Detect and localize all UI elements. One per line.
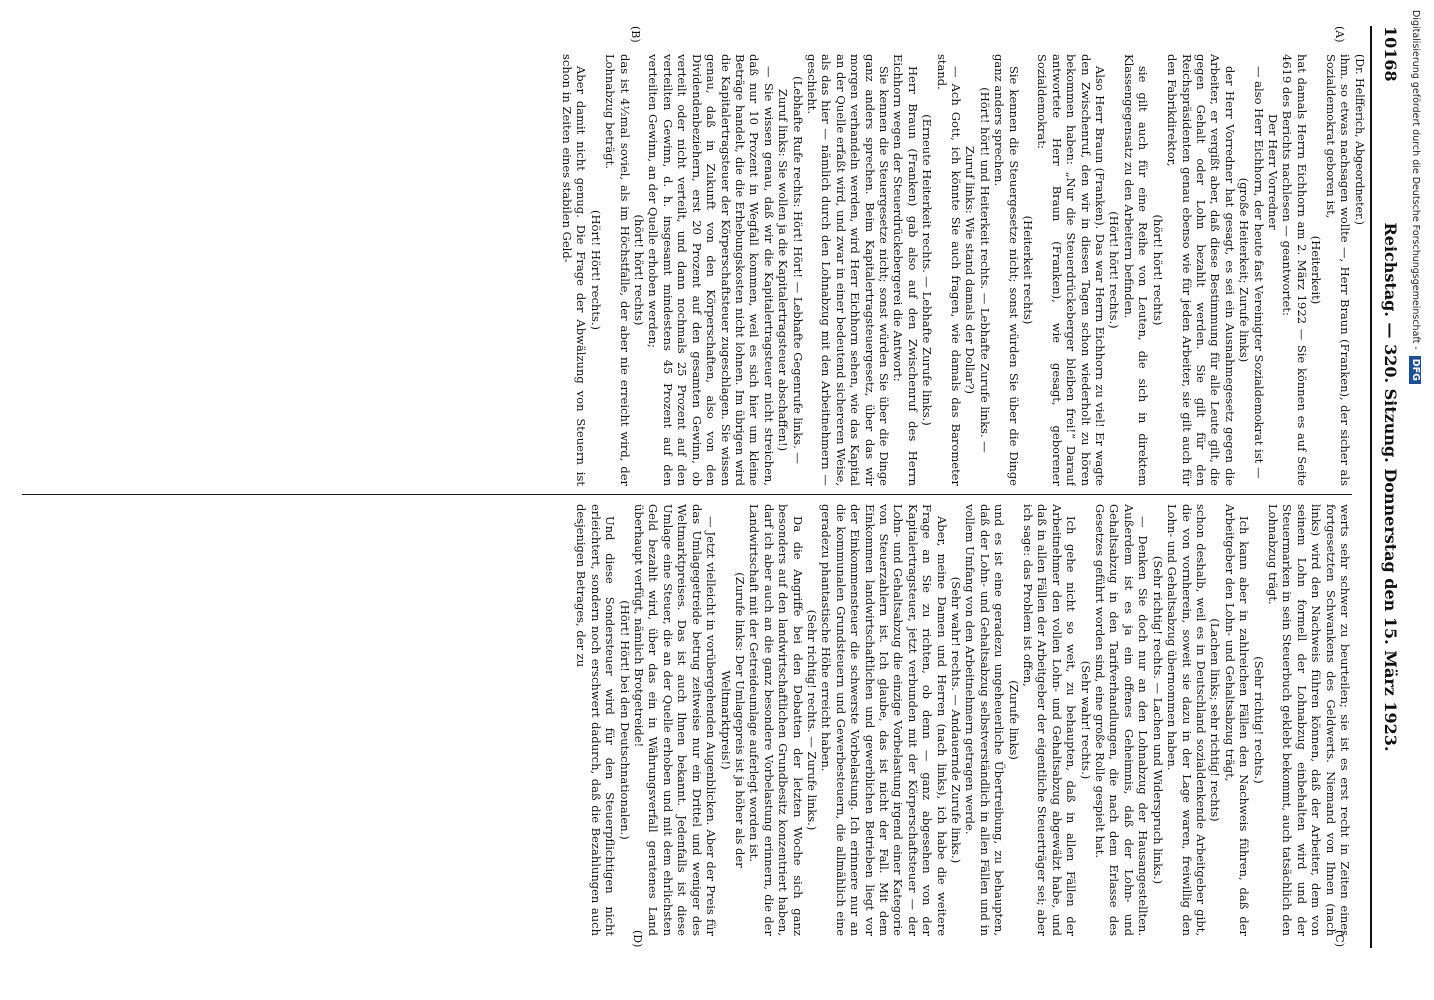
paragraph: hat damals Herrn Eichhorn am 2. März 1922 — Sie können es auf Seite 4619 des Berichts nachlesen — geantwortet: xyxy=(1280,54,1309,486)
interjection: (Lebhafte Rufe rechts: Hört! Hört! — Lebhafte Gegenrufe links. — Zuruf links: Sie wollen ja die Kapitalertragsteuer abschaffen!) xyxy=(776,76,805,464)
paragraph: Aber damit nicht genug. Die Frage der Abwälzung von Steuern ist schon in Zeiten eines stabilen Geld- xyxy=(560,54,589,486)
interjection: (Hört! Hört! rechts.) xyxy=(588,210,603,330)
paragraph: Aber, meine Damen und Herren (nach links), ich habe die weitere Frage an Sie zu richten, ob denn — ganz abgesehen von der Kapitalertragsteuer, jetzt verbunden mit der Körperschaftsteuer — der Lohn- und Gehaltsabzug die einzige Vorbelastung irgend einer Kategorie von Steuerzahlern ist. Ich glaube, das ist nicht der Fall. Mit dem Einkommen landwirtschaftlichen und gewerblichen Betrieben liegt vor der Einkommensteuer die schwerste Vorbelastung. Ich erinnere nur an die kommunalen Grundsteuern und Gewerbesteuern, die allmählich eine geradezu phantastische Höhe erreicht haben. xyxy=(819,504,949,936)
page-title: Reichstag. — 320. Sitzung. Donnerstag den 15. März 1923. xyxy=(1381,222,1400,752)
left-column xyxy=(22,54,1352,486)
quote-paragraph: Sie kennen die Steuergesetze nicht; sonst würden Sie über die Dinge ganz anders sprechen. Beim Kapitalertragsteuergesetz, über das wir morgen verhandeln werden, wird Herr Eichhorn sehen, wie das Kapital an der Quelle erfaßt wird, und zwar in einer bedeutend sichereren Weise, als das hier — nämlich durch den Lohnabzug mit den Arbeitnehmern — geschieht. xyxy=(804,54,891,486)
paragraph: Da die Angriffe bei den Debatten der letzten Woche sich ganz besonders auf den landwirtschaftlichen Grundbesitz konzentriert haben, darf ich aber auch an die ganz besondere Vorbelastung erinnern, die der Landwirtschaft mit der Getreideumlage auferlegt worden ist. xyxy=(747,504,805,936)
paragraph: Also Herr Braun (Franken). Das war Herrn Eichhorn zu viel! Er wagte den Zwischenruf, den wir in diesen Tagen schon wiederholt zu hören bekommen haben: „Nur die Steuerdrückeberger bleiben frei!“ Darauf antwortete Herr Braun (Franken), wie gesagt, geborener Sozialdemokrat: xyxy=(1035,54,1108,486)
paragraph: ihm. so etwas nachsagen wollte —, Herr Braun (Franken), der sicher als Sozialdemokrat geboren ist, xyxy=(1323,54,1352,486)
paragraph: — Ach Gott, ich könnte Sie auch fragen, wie damals das Barometer stand. xyxy=(934,54,964,486)
interjection: (hört! hört! rechts) xyxy=(1150,214,1165,326)
paragraph: Herr Braun (Franken) gab also auf den Zwischenruf des Herrn Eichhorn wegen der Steuerdrückebergerei die Antwort: xyxy=(891,54,920,486)
page-header xyxy=(1370,26,1406,948)
right-column xyxy=(22,504,1352,936)
paragraph: — Denken Sie doch nur an den Lohnabzug der Hausangestellten. Außerdem ist es ja ein offenes Geheimnis, daß der Lohn- und Gehaltsabzug in den Tarifverhandlungen, die nach dem Erlasse des Gesetzes geführt worden sind, eine große Rolle gespielt hat. xyxy=(1093,504,1151,936)
margin-marker-c: (C) xyxy=(1333,930,1346,947)
quote-paragraph: Sie kennen die Steuergesetze nicht; sonst würden Sie über die Dinge ganz anders sprechen. xyxy=(992,54,1021,486)
interjection: (Hört! hört! und Heiterkeit rechts. — Lebhafte Zurufe links. — Zuruf links: Wie stand damals der Dollar?) xyxy=(963,87,992,453)
margin-marker-a: (A) xyxy=(1333,26,1346,43)
interjection: (Hört! hört! rechts.) xyxy=(1107,211,1122,329)
digitization-credit xyxy=(1409,10,1421,990)
text-columns xyxy=(12,26,1352,948)
paragraph: Und diese Sondersteuer wird für den Steuerpflichtigen nicht erleichtert, sondern noch erschwert dadurch, daß die Bezahlungen auch desjenigen Betrages, der zu xyxy=(574,504,618,936)
quote-line: Der Herr Vorredner xyxy=(1265,114,1280,230)
column-divider xyxy=(22,494,1352,495)
paragraph: — Sie wissen genau, daß wir die Kapitalertragsteuer nicht streichen, daß nur 10 Prozent in Wegfall kommen, weil es sich hier um kleine Beträge handelt, die die Erhebungskosten nicht lohnen. Im übrigen wird die Kapitalertragsteuer der Körperschaftsteuer zugeschlagen. Sie wissen genau, daß in Zukunft von den Körperschaften, also von den Dividendenbeziehern, erst 20 Prozent auf den gesamten Gewinn, ob verteilt oder nicht verteilt, und dann nochmals 25 Prozent auf den verteilten Gewinn, d. h. insgesamt mindestens 45 Prozent auf den verteilten Gewinn, an der Quelle erhoben werden; xyxy=(646,54,776,486)
paragraph: Ich kann aber in zahlreichen Fällen den Nachweis führen, daß der Arbeitgeber den Lohn- und Gehaltsabzug trägt, xyxy=(1222,504,1252,936)
page-number: 10168 xyxy=(1381,26,1400,82)
margin-marker-d: (D) xyxy=(631,930,644,948)
interjection: (Heiterkeit) xyxy=(1309,235,1324,305)
interjection: (Lachen links; sehr richtig! rechts) xyxy=(1208,618,1223,822)
interjection: (Erneute Heiterkeit rechts. — Lebhafte Zurufe links.) xyxy=(920,114,935,426)
interjection: (Hört! Hört! bei den Deutschnationalen.) xyxy=(617,600,632,840)
interjection: (große Heiterkeit; Zurufe links) xyxy=(1237,177,1252,363)
paragraph: schon deshalb, weil es in Deutschland sozialdenkende Arbeitgeber gibt, die von vornherein, soweit sie dazu in der Lage waren, freiwillig den Lohn- und Gehaltsabzug übernommen haben. xyxy=(1165,504,1208,936)
document-page xyxy=(12,12,1412,962)
interjection: (Sehr wahr! rechts.) xyxy=(1078,660,1093,780)
interjection: (Sehr richtig! rechts. — Zurufe links.) xyxy=(804,609,819,831)
paragraph: werts sehr schwer zu beurteilen; sie ist es erst recht in Zeiten eines fortgesetzten Schwankens des Geldwerts. Niemand von Ihnen (nach links) wird den Nachweis führen können, daß der Arbeiter, dem von seinem Lohn formell der Lohnabzug einbehalten wird und der Steuermarken in sein Steuerbuch geklebt bekommt, auch tatsächlich den Lohnabzug trägt. xyxy=(1265,504,1352,936)
dfg-logo: DFG xyxy=(1409,356,1421,384)
interjection: (Sehr richtig! rechts. — Lachen und Widerspruch links.) xyxy=(1150,555,1165,885)
interjection: (Sehr wahr! rechts. — Andauernde Zurufe links.) xyxy=(949,576,964,864)
interjection: (Zurufe links) xyxy=(1006,680,1021,760)
interjection: (Zurufe links: Der Umlagepreis ist ja höher als der Weltmarktpreis!) xyxy=(718,572,747,868)
quote-paragraph: sie gilt auch für eine Reihe von Leuten, die sich in direktem Klassengegensatz zu den Arbeitern befinden. xyxy=(1121,54,1151,486)
paragraph: — also Herr Eichhorn, der heute fast Vereinigter Sozialdemokrat ist — xyxy=(1251,66,1266,479)
speaker-label: (Dr. Helfferich, Abgeordneter.) xyxy=(1353,54,1366,225)
interjection: (hört! hört! rechts) xyxy=(632,214,647,326)
paragraph: — Jetzt vielleicht in vorübergehenden Augenblicken. Aber der Preis für das Umlagegetreide betrug zeitweise nur ein Drittel und weniger des Weltmarktpreises. Das ist auch Ihnen bekannt. Jedenfalls ist diese Umlage eine Steuer, die an der Quelle erhoben und mit dem ehrlichsten Geld bezahlt wird, über das ein in Währungsverfall geratenes Land überhaupt verfügt, nämlich Brotgetreide! xyxy=(632,504,719,936)
interjection: (Heiterkeit rechts) xyxy=(1021,215,1036,325)
quote-paragraph: der Herr Vorredner hat gesagt, es sei ein Ausnahmegesetz gegen die Arbeiter, er vergißt aber, daß diese Bestimmung für alle Leute gilt, die gegen Gehalt oder Lohn bezahlt werden. Sie gilt für den Reichspräsidenten genau ebenso wie für jeden Arbeiter, sie gilt auch für den Fabrikdirektor, xyxy=(1165,54,1237,486)
interjection: (Sehr richtig! rechts.) xyxy=(1251,656,1266,784)
paragraph: Ich gehe nicht so weit, zu behaupten, daß in allen Fällen der Arbeitnehmer den vollen Lohn- und Gehaltsabzug abgewälzt habe, und daß in allen Fällen der Arbeitgeber der eigentliche Steuerträger sei; aber ich sage: das Problem ist offen, xyxy=(1021,504,1079,936)
margin-marker-b: (B) xyxy=(629,26,642,43)
paragraph: das ist 4½mal soviel, als im Höchstfalle, der aber nie erreicht wird, der Lohnabzug beträgt. xyxy=(603,54,632,486)
paragraph: und es ist eine geradezu ungeheuerliche Übertreibung, zu behaupten, daß der Lohn- und Gehaltsabzug selbstverständlich in allen Fällen und in vollem Umfang von den Arbeitnehmern getragen werde. xyxy=(963,504,1007,936)
credit-text: Digitalisierung gefördert durch die Deutsche Forschungsgemeinschaft - xyxy=(1410,10,1421,350)
